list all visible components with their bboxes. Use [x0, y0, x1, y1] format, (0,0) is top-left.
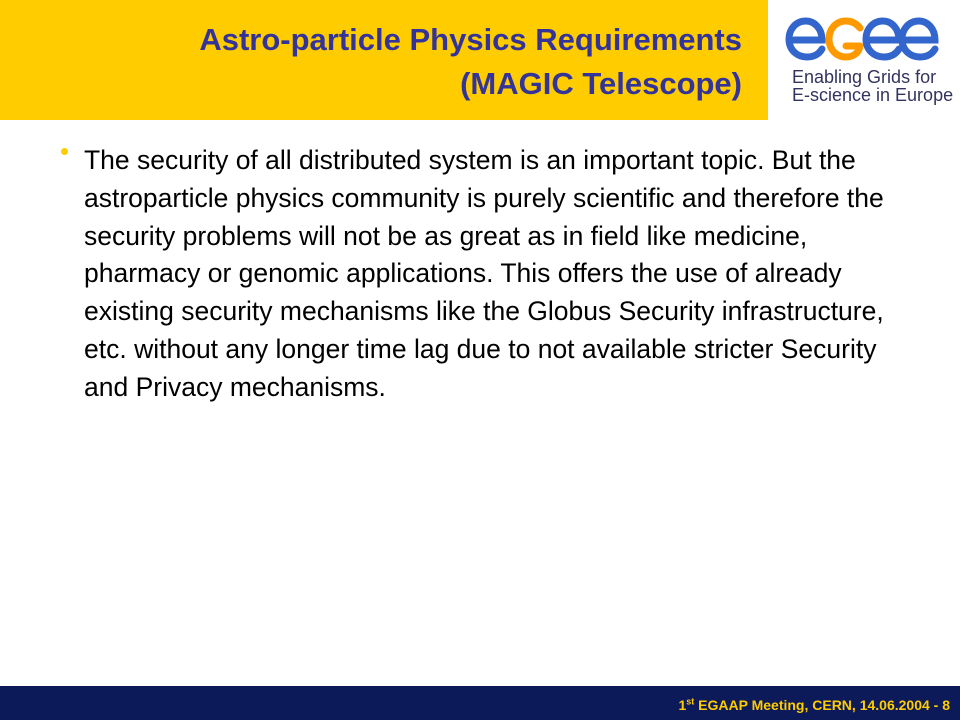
footer-ordinal: 1: [678, 697, 687, 713]
egee-logo: [768, 0, 960, 120]
logo-tagline-line-1: Enabling Grids for: [792, 67, 937, 87]
footer-text: [678, 696, 950, 714]
bullet-text: The security of all distributed system is an important topic. But the astroparticle physics community is purely scientific and therefore the security problems will not be as great as in field like medicine, pharmacy or genomic applications. This offers the use of already existing security mechanisms like the Globus Security infrastructure, etc. without any longer time lag due to not available stricter Security and Privacy mechanisms.: [84, 145, 884, 402]
logo-tagline-line-2: E-science in Europe: [792, 85, 954, 105]
logo-tagline: [792, 68, 953, 104]
bullet-marker: [61, 148, 68, 155]
slide-title-line-2: (MAGIC Telescope): [460, 66, 742, 101]
footer-ordinal-suffix: st: [686, 696, 695, 707]
footer-band: [0, 686, 960, 720]
slide-title-line-1: Astro-particle Physics Requirements: [199, 22, 742, 57]
egee-wordmark-icon: [780, 10, 940, 64]
footer-meeting-info: EGAAP Meeting, CERN, 14.06.2004 - 8: [694, 697, 950, 713]
slide-title: [0, 18, 742, 106]
